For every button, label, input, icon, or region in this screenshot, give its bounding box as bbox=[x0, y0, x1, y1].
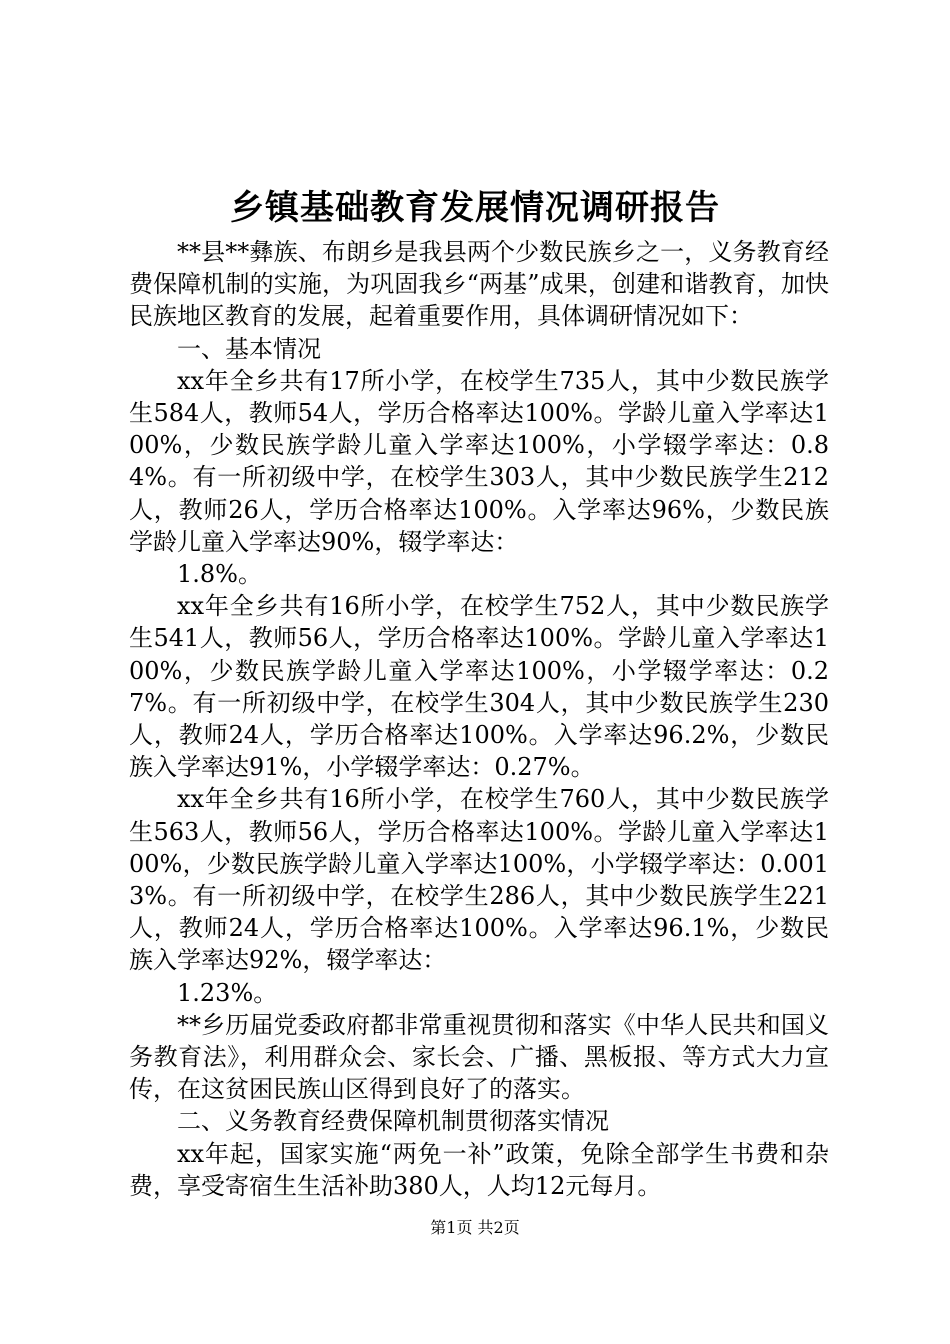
stats-paragraph-year-3: xx年全乡共有16所小学，在校学生760人，其中少数民族学生563人，教师56人，学历合格率达100%。学龄儿童入学率达100%，少数民族学龄儿童入学率达100%，小学辍学率达：0.0013%。有一所初级中学，在校学生286人，其中少数民族学生221人，教师24人，学历合格率达100%。入学率达96.1%，少数民族入学率达92%，辍学率达： bbox=[129, 785, 829, 975]
section-heading-funding-mechanism: 二、义务教育经费保障机制贯彻落实情况 bbox=[177, 1107, 609, 1136]
stats-paragraph-year-1: xx年全乡共有17所小学，在校学生735人，其中少数民族学生584人，教师54人，学历合格率达100%。学龄儿童入学率达100%，少数民族学龄儿童入学率达100%，小学辍学率达：0.84%。有一所初级中学，在校学生303人，其中少数民族学生212人，教师26人，学历合格率达100%。入学率达96%，少数民族学龄儿童入学率达90%，辍学率达： bbox=[129, 366, 829, 556]
page-footer: 第1页 共2页 bbox=[430, 1218, 520, 1237]
stats-paragraph-year-2: xx年全乡共有16所小学，在校学生752人，其中少数民族学生541人，教师56人，学历合格率达100%。学龄儿童入学率达100%，少数民族学龄儿童入学率达100%，小学辍学率达：0.27%。有一所初级中学，在校学生304人，其中少数民族学生230人，教师24人，学历合格率达100%。入学率达96.2%，少数民族入学率达91%，小学辍学率达：0.27%。 bbox=[129, 592, 829, 782]
stats-paragraph-year-1-end: 1.8%。 bbox=[177, 560, 262, 589]
law-promotion-paragraph: **乡历届党委政府都非常重视贯彻和落实《中华人民共和国义务教育法》，利用群众会、家长会、广播、黑板报、等方式大力宣传，在这贫困民族山区得到良好了的落实。 bbox=[129, 1010, 829, 1104]
document-body bbox=[129, 236, 829, 1202]
intro-paragraph: **县**彝族、布朗乡是我县两个少数民族乡之一，义务教育经费保障机制的实施，为巩固我乡“两基”成果，创建和谐教育，加快民族地区教育的发展，起着重要作用，具体调研情况如下： bbox=[129, 238, 829, 331]
section-heading-basic-situation: 一、基本情况 bbox=[177, 334, 321, 363]
stats-paragraph-year-3-end: 1.23%。 bbox=[177, 978, 278, 1007]
policy-paragraph: xx年起，国家实施“两免一补”政策，免除全部学生书费和杂费，享受寄宿生生活补助380人，人均12元每月。 bbox=[129, 1139, 829, 1200]
document-title: 乡镇基础教育发展情况调研报告 bbox=[230, 188, 720, 228]
